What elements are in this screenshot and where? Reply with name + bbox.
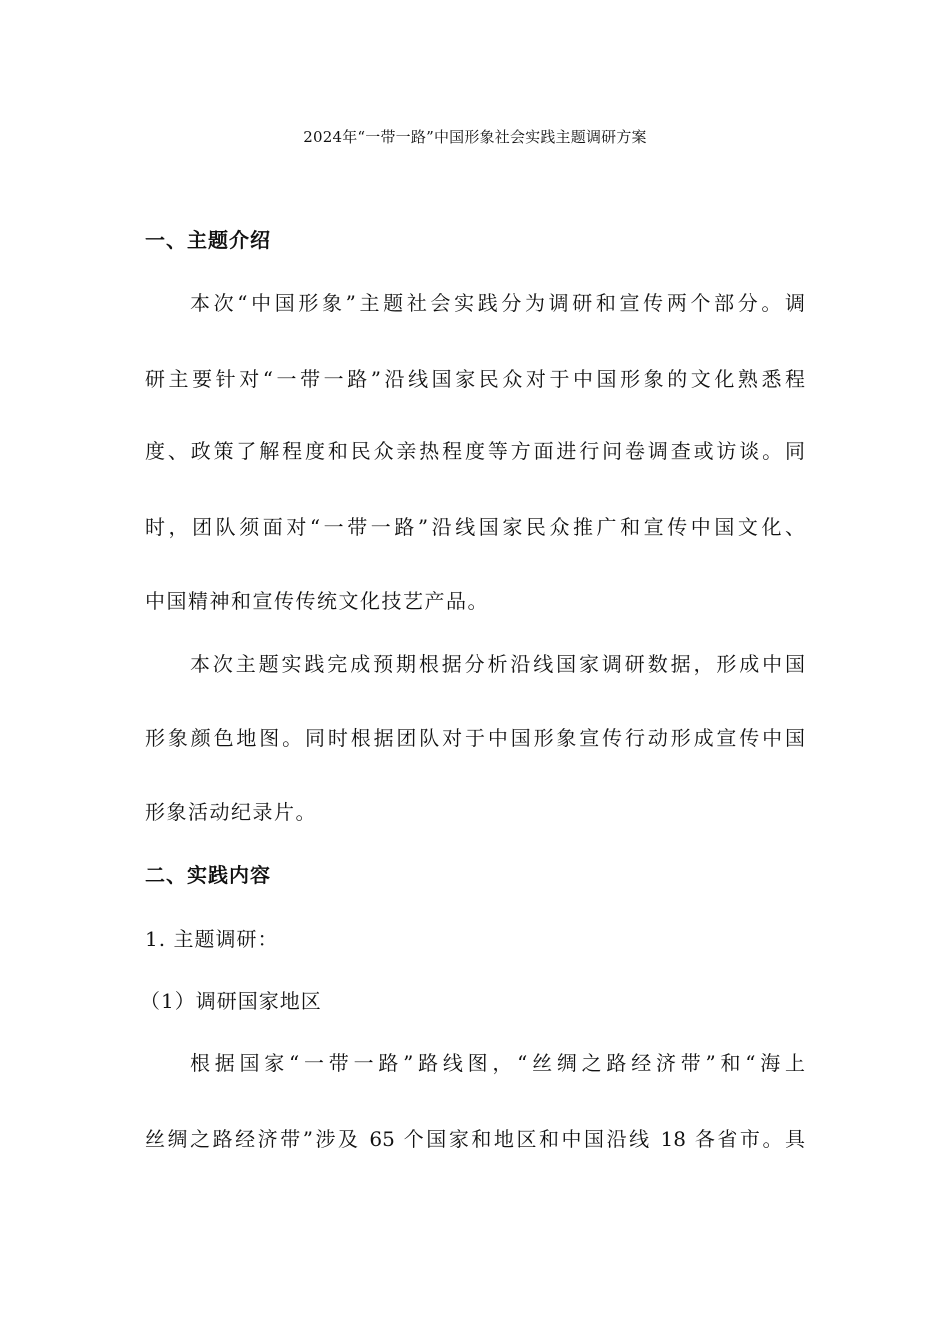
paragraph-line: 形象颜色地图。同时根据团队对于中国形象宣传行动形成宣传中国 [145, 726, 805, 750]
paragraph-line: 本次主题实践完成预期根据分析沿线国家调研数据，形成中国 [190, 652, 805, 676]
paragraph-line: 丝绸之路经济带”涉及 65 个国家和地区和中国沿线 18 各省市。具 [145, 1127, 805, 1151]
paragraph-line: 根据国家“一带一路”路线图，“丝绸之路经济带”和“海上 [190, 1051, 805, 1075]
paragraph-line: 研主要针对“一带一路”沿线国家民众对于中国形象的文化熟悉程 [145, 367, 805, 391]
section-heading-practice: 二、实践内容 [145, 863, 271, 887]
paragraph-line: 形象活动纪录片。 [145, 800, 317, 824]
section-heading-intro: 一、主题介绍 [145, 228, 271, 252]
paragraph-line: 中国精神和宣传传统文化技艺产品。 [145, 589, 489, 613]
paragraph-line: 度、政策了解程度和民众亲热程度等方面进行问卷调查或访谈。同 [145, 439, 805, 463]
list-item-research: 1. 主题调研： [145, 927, 279, 951]
document-title: 2024年“一带一路”中国形象社会实践主题调研方案 [303, 128, 647, 146]
paragraph-line: 本次“中国形象”主题社会实践分为调研和宣传两个部分。调 [190, 291, 805, 315]
paragraph-line: 时，团队须面对“一带一路”沿线国家民众推广和宣传中国文化、 [145, 515, 805, 539]
sub-item-countries: （1）调研国家地区 [140, 989, 322, 1013]
